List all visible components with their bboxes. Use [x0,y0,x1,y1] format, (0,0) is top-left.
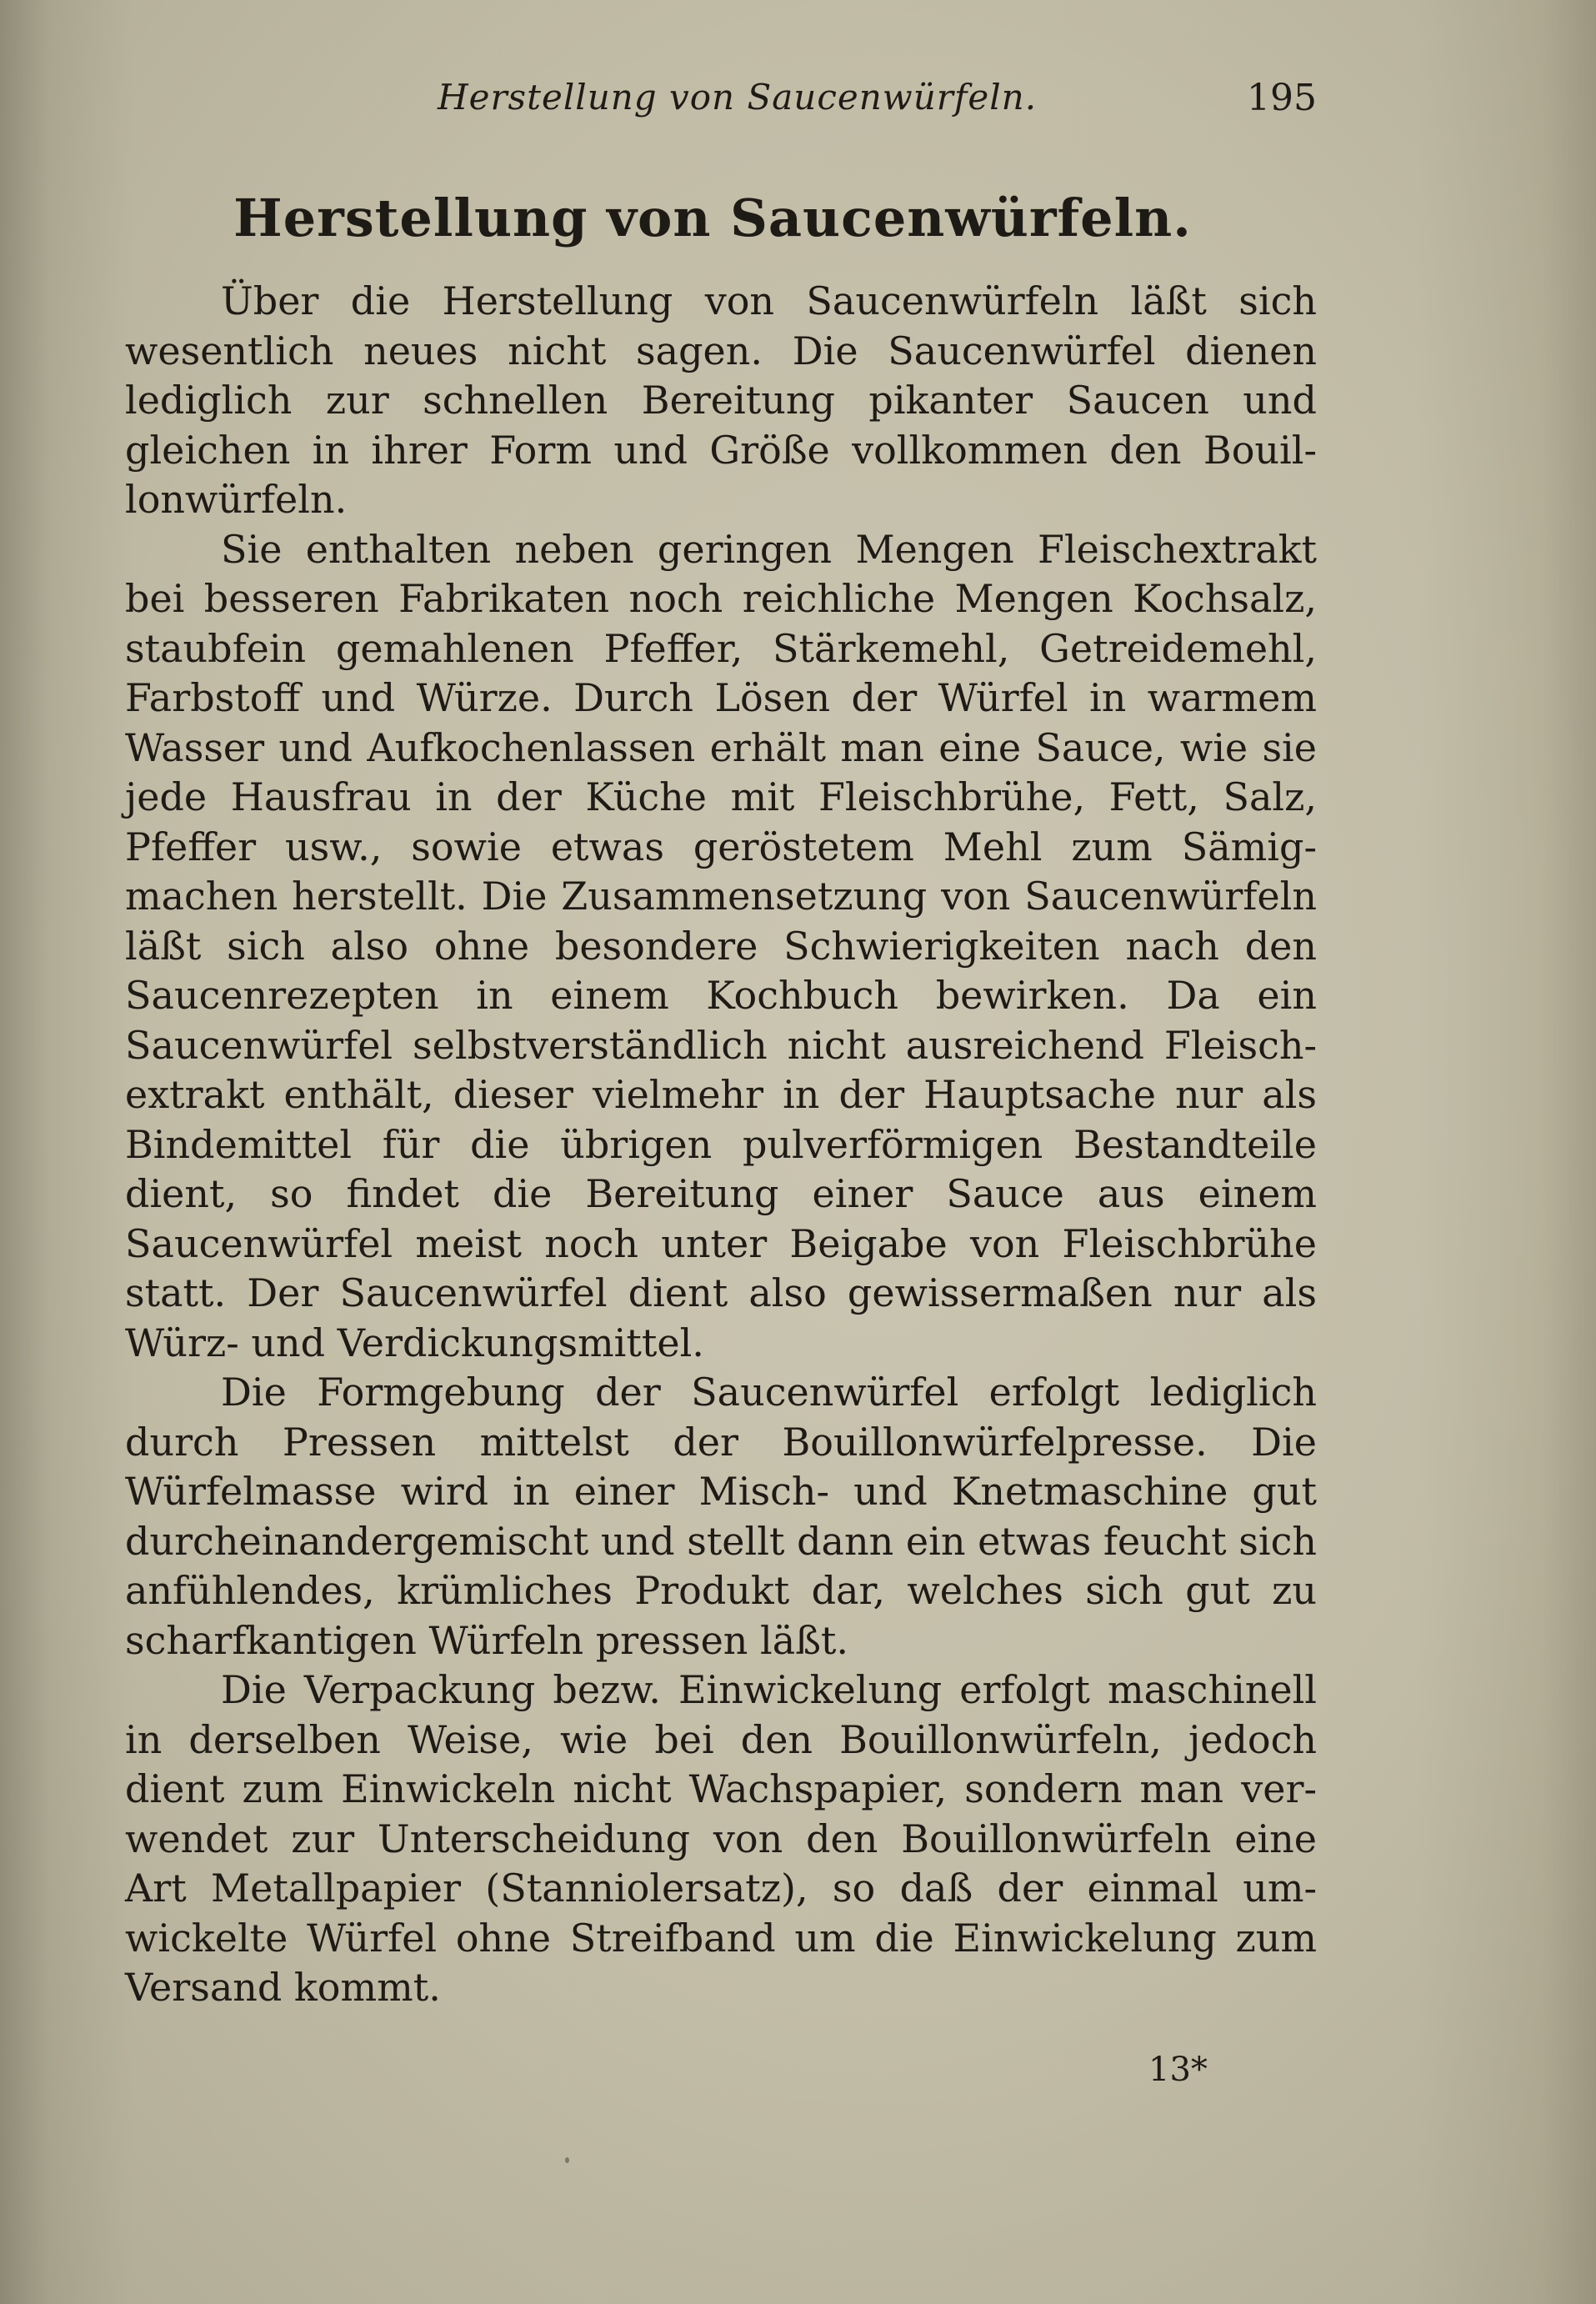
page-number: 195 [1247,77,1317,119]
paper-speck [565,2157,569,2163]
paragraph: Sie enthalten neben geringen Mengen Fleischextrakt bei besseren Fabrikaten noch reichliche Mengen Kochsalz, staubfein gemahlenen Pfeffer, Stärkemehl, Getreidemehl, Farbstoff und Würze. Durch Lösen der Würfel in warmem Wasser und Aufkochenlassen erhält man eine Sauce, wie sie jede Hausfrau in der Küche mit Fleischbrühe, Fett, Salz, Pfeffer usw., sowie etwas geröstetem Mehl zum Sämig-machen herstellt. Die Zusammensetzung von Saucenwürfeln läßt sich also ohne besondere Schwierigkeiten nach den Saucenrezepten in einem Kochbuch bewirken. Da ein Saucenwürfel selbstverständlich nicht ausreichend Fleisch-extrakt enthält, dieser vielmehr in der Hauptsache nur als Bindemittel für die übrigen pulverförmigen Bestandteile dient, so findet die Bereitung einer Sauce aus einem Saucenwürfel meist noch unter Beigabe von Fleischbrühe statt. Der Saucenwürfel dient also gewissermaßen nur als Würz- und Verdickungsmittel. [125,526,1317,1365]
paragraph: Die Verpackung bezw. Einwickelung erfolgt maschinell in derselben Weise, wie bei den Bouillonwürfeln, jedoch dient zum Einwickeln nicht Wachspapier, sondern man ver-wendet zur Unterscheidung von den Bouillonwürfeln eine Art Metallpapier (Stanniolersatz), so daß der einmal um-wickelte Würfel ohne Streifband um die Einwickelung zum Versand kommt. [125,1667,1317,2010]
paragraph: Die Formgebung der Saucenwürfel erfolgt lediglich durch Pressen mittelst der Bouillonwürfelpresse. Die Würfelmasse wird in einer Misch- und Knetmaschine gut durcheinandergemischt und stellt dann ein etwas feucht sich anfühlendes, krümliches Produkt dar, welches sich gut zu scharfkantigen Würfeln pressen läßt. [125,1370,1317,1663]
running-title: Herstellung von Saucenwürfeln. [438,77,1038,118]
chapter-title: Herstellung von Saucenwürfeln. [233,188,1192,248]
paragraph: Über die Herstellung von Saucenwürfeln läßt sich wesentlich neues nicht sagen. Die Saucenwürfel dienen lediglich zur schnellen Bereitung pikanter Saucen und gleichen in ihrer Form und Größe vollkommen den Bouil-lonwürfeln. [125,278,1317,522]
body-text [125,277,1317,2013]
signature-mark: 13* [1148,2051,1208,2089]
page-header [125,77,1317,135]
